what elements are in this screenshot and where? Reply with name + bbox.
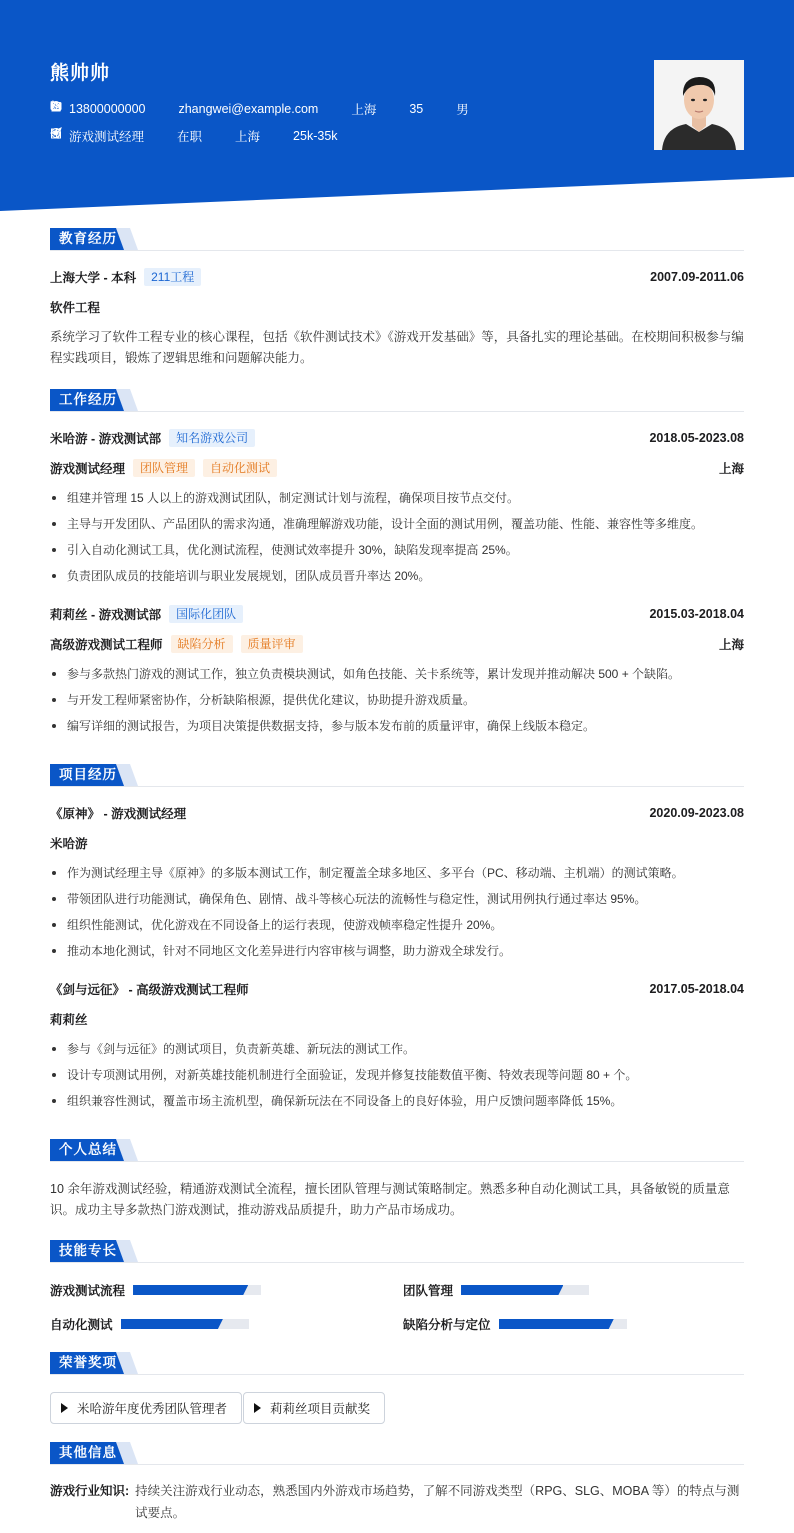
section-education-title: 教育经历 — [50, 228, 126, 250]
work-2-role-row — [50, 635, 744, 653]
work-2-bullets — [50, 661, 744, 739]
age-text: 35 — [409, 102, 424, 116]
skill-item — [50, 1281, 261, 1299]
project-1-org: 米哈游 — [50, 837, 88, 851]
section-skills-title: 技能专长 — [50, 1240, 126, 1262]
work-2-date: 2015.03-2018.04 — [649, 607, 744, 621]
section-awards-title: 荣誉奖项 — [50, 1352, 126, 1374]
other-info-label: 游戏行业知识: — [50, 1484, 130, 1498]
skill-label: 缺陷分析与定位 — [403, 1318, 491, 1332]
work-1-header — [50, 429, 744, 447]
section-divider — [50, 786, 744, 787]
work-1-company: 米哈游 - 游戏测试部 — [50, 432, 162, 446]
work-1-bullets — [50, 485, 744, 589]
list-item: 组建并管理 15 人以上的游戏测试团队，制定测试计划与流程，确保项目按节点交付。 — [50, 485, 744, 511]
phone-item[interactable] — [50, 102, 145, 116]
work-1-date: 2018.05-2023.08 — [649, 431, 744, 445]
section-divider — [50, 1262, 744, 1263]
section-projects — [50, 764, 744, 786]
project-1-date: 2020.09-2023.08 — [649, 806, 744, 820]
school-badge: 211工程 — [144, 268, 201, 286]
salary-item — [274, 129, 337, 143]
project-1-org-row — [50, 834, 744, 852]
work-2-tag-1: 缺陷分析 — [171, 635, 233, 653]
section-divider — [50, 411, 744, 412]
work-2-company: 莉莉丝 - 游戏测试部 — [50, 608, 162, 622]
work-1-tag-2: 自动化测试 — [203, 459, 277, 477]
list-item: 参与《剑与远征》的测试项目，负责新英雄、新玩法的测试工作。 — [50, 1036, 744, 1062]
position-item — [50, 127, 144, 145]
building-icon — [216, 130, 228, 142]
job-intent-row — [50, 127, 352, 145]
section-projects-title: 项目经历 — [50, 764, 126, 786]
section-divider — [50, 1161, 744, 1162]
work-2-tag-2: 质量评审 — [241, 635, 303, 653]
section-other-title: 其他信息 — [50, 1442, 126, 1464]
skill-bar — [461, 1285, 589, 1295]
work-1-tag-1: 团队管理 — [133, 459, 195, 477]
project-1-name: 《原神》 - 游戏测试经理 — [50, 807, 187, 821]
gear-icon — [158, 130, 170, 142]
section-education — [50, 228, 744, 250]
skill-bar-fill — [461, 1285, 563, 1295]
list-item: 推动本地化测试，针对不同地区文化差异进行内容审核与调整，助力游戏全球发行。 — [50, 938, 744, 964]
section-skills — [50, 1240, 744, 1262]
gender-text: 男 — [456, 103, 469, 117]
work-1-role-row — [50, 459, 744, 477]
home-icon — [332, 103, 344, 115]
other-info-row — [50, 1480, 744, 1524]
work-2-company-badge: 国际化团队 — [169, 605, 243, 623]
candidate-name: 熊帅帅 — [50, 63, 111, 84]
education-date: 2007.09-2011.06 — [650, 270, 744, 284]
skill-bar — [121, 1319, 249, 1329]
target-city-item — [216, 127, 260, 145]
skill-item — [50, 1315, 249, 1333]
section-divider — [50, 1464, 744, 1465]
award-label: 米哈游年度优秀团队管理者 — [77, 1402, 228, 1416]
school-name: 上海大学 - 本科 — [50, 271, 137, 285]
mail-icon — [159, 103, 171, 115]
list-item: 引入自动化测试工具，优化测试流程，使测试效率提升 30%，缺陷发现率提高 25%。 — [50, 537, 744, 563]
list-item: 与开发工程师紧密协作，分析缺陷根源，提供优化建议，协助提升游戏质量。 — [50, 687, 744, 713]
work-2-location: 上海 — [718, 638, 744, 652]
skill-bar — [133, 1285, 261, 1295]
project-2-date: 2017.05-2018.04 — [649, 982, 744, 996]
skill-bar-fill — [133, 1285, 248, 1295]
project-2-header — [50, 980, 744, 998]
skill-label: 团队管理 — [403, 1284, 454, 1298]
list-item: 参与多款热门游戏的测试工作，独立负责模块测试，如角色技能、关卡系统等，累计发现并推动解决 500 + 个缺陷。 — [50, 661, 744, 687]
list-item: 设计专项测试用例，对新英雄技能机制进行全面验证，发现并修复技能数值平衡、特效表现等问题 80 + 个。 — [50, 1062, 744, 1088]
target-icon — [274, 130, 286, 142]
status-item — [158, 127, 202, 145]
phone-text: 13800000000 — [69, 102, 146, 116]
position-text: 游戏测试经理 — [69, 130, 145, 144]
project-1-bullets — [50, 860, 744, 964]
play-icon — [61, 1403, 68, 1413]
age-item — [390, 102, 423, 116]
other-info-text: 持续关注游戏行业动态，熟悉国内外游戏市场趋势，了解不同游戏类型（RPG、SLG、MOBA 等）的特点与测试要点。 — [135, 1484, 740, 1520]
gender-icon — [437, 103, 449, 115]
project-2-org: 莉莉丝 — [50, 1013, 88, 1027]
skill-bar-fill — [499, 1319, 614, 1329]
gender-item — [437, 100, 469, 118]
skill-label: 游戏测试流程 — [50, 1284, 126, 1298]
summary-text: 10 余年游戏测试经验，精通游戏测试全流程，擅长团队管理与测试策略制定。熟悉多种自动化测试工具，具备敏锐的质量意识。成功主导多款热门游戏测试，推动游戏品质提升，助力产品市场成功。 — [50, 1182, 730, 1217]
section-awards — [50, 1352, 744, 1374]
award-label: 莉莉丝项目贡献奖 — [270, 1402, 371, 1416]
skill-label: 自动化测试 — [50, 1318, 113, 1332]
education-major-row — [50, 298, 744, 316]
list-item: 组织兼容性测试，覆盖市场主流机型，确保新玩法在不同设备上的良好体验，用户反馈问题率降低 15%。 — [50, 1088, 744, 1114]
email-item[interactable] — [159, 102, 318, 116]
play-icon — [254, 1403, 261, 1413]
salary-text: 25k-35k — [293, 129, 338, 143]
city-text: 上海 — [351, 103, 377, 117]
education-description: 系统学习了软件工程专业的核心课程，包括《软件测试技术》《游戏开发基础》等，具备扎实的理论基础。在校期间积极参与编程实践项目，锻炼了逻辑思维和问题解决能力。 — [50, 330, 744, 365]
project-2-name: 《剑与远征》 - 高级游戏测试工程师 — [50, 983, 249, 997]
cake-icon — [390, 103, 402, 115]
list-item: 编写详细的测试报告，为项目决策提供数据支持，参与版本发布前的质量评审，确保上线版本稳定。 — [50, 713, 744, 739]
work-1-title: 游戏测试经理 — [50, 462, 126, 476]
avatar-photo — [654, 60, 744, 150]
section-work — [50, 389, 744, 411]
work-1-company-badge: 知名游戏公司 — [169, 429, 255, 447]
list-item: 组织性能测试，优化游戏在不同设备上的运行表现，使游戏帧率稳定性提升 20%。 — [50, 912, 744, 938]
major-name: 软件工程 — [50, 301, 101, 315]
skill-bar — [499, 1319, 627, 1329]
list-item: 负责团队成员的技能培训与职业发展规划，团队成员晋升率达 20%。 — [50, 563, 744, 589]
skill-item — [403, 1315, 627, 1333]
project-2-org-row — [50, 1010, 744, 1028]
email-text: zhangwei@example.com — [178, 102, 319, 116]
list-item: 作为测试经理主导《原神》的多版本测试工作，制定覆盖全球多地区、多平台（PC、移动端、主机端）的测试策略。 — [50, 860, 744, 886]
award-chip[interactable] — [50, 1392, 242, 1424]
work-2-title: 高级游戏测试工程师 — [50, 638, 163, 652]
project-2-bullets — [50, 1036, 744, 1114]
section-work-title: 工作经历 — [50, 389, 126, 411]
contact-row — [50, 100, 483, 118]
city-item — [332, 100, 376, 118]
list-item: 带领团队进行功能测试，确保角色、剧情、战斗等核心玩法的流畅性与稳定性，测试用例执行通过率达 95%。 — [50, 886, 744, 912]
work-2-header — [50, 605, 744, 623]
list-item: 主导与开发团队、产品团队的需求沟通，准确理解游戏功能，设计全面的测试用例，覆盖功能、性能、兼容性等多维度。 — [50, 511, 744, 537]
work-1-location: 上海 — [718, 462, 744, 476]
project-1-header — [50, 804, 744, 822]
skill-item — [403, 1281, 589, 1299]
award-chip[interactable] — [243, 1392, 385, 1424]
target-city-text: 上海 — [235, 130, 261, 144]
section-summary-title: 个人总结 — [50, 1139, 126, 1161]
education-header — [50, 268, 744, 286]
header-banner — [0, 0, 794, 212]
section-summary — [50, 1139, 744, 1161]
section-other — [50, 1442, 744, 1464]
section-divider — [50, 250, 744, 251]
status-text: 在职 — [177, 130, 203, 144]
section-divider — [50, 1374, 744, 1375]
skill-bar-fill — [121, 1319, 223, 1329]
